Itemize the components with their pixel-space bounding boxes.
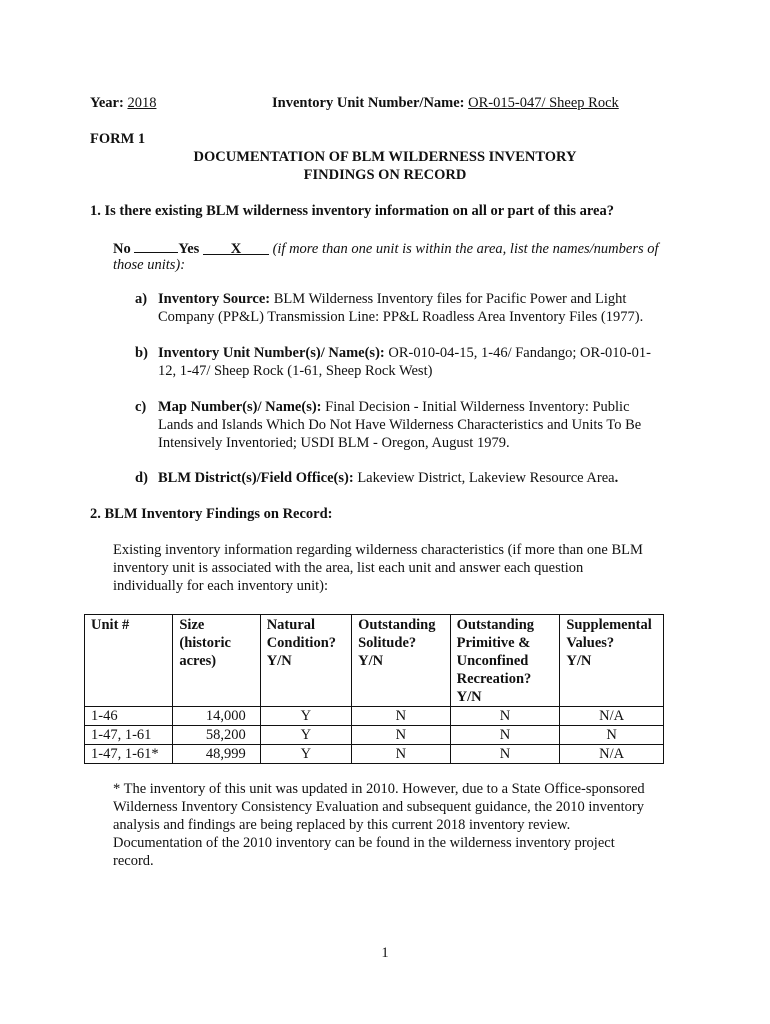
question-2: 2. BLM Inventory Findings on Record: [90, 506, 333, 522]
footnote-line3: analysis and findings are being replaced by this current 2018 inventory review. [113, 817, 571, 833]
col-header-unit: Unit # [85, 615, 173, 707]
cell-unit: 1-46 [85, 707, 173, 726]
item-c-label: c) [135, 399, 147, 415]
no-label: No [113, 241, 131, 257]
unit-names-text2: 12, 1-47/ Sheep Rock (1-61, Sheep Rock West) [158, 363, 433, 379]
question-2-intro-line2: inventory unit is associated with the area, list each unit and answer each question [113, 560, 584, 576]
cell-solitude: N [352, 726, 451, 745]
district-title: BLM District(s)/Field Office(s): [158, 470, 354, 486]
question-2-intro-line1: Existing inventory information regarding wilderness characteristics (if more than one BLM [113, 542, 643, 558]
map-names-text2: Lands and Islands Which Do Not Have Wilderness Characteristics and Units To Be [158, 417, 642, 433]
inventory-source-text2: Company (PP&L) Transmission Line: PP&L Roadless Area Inventory Files (1977). [158, 309, 644, 325]
cell-natural: Y [260, 707, 351, 726]
item-a-label: a) [135, 291, 148, 307]
col-header-recreation: Outstanding Primitive & Unconfined Recreation? Y/N [450, 615, 560, 707]
col-header-supplemental: Supplemental Values? Y/N [560, 615, 664, 707]
table-row [85, 726, 664, 745]
cell-recreation: N [450, 707, 560, 726]
no-blank [134, 238, 178, 253]
item-a [158, 290, 626, 308]
page-number: 1 [381, 945, 389, 961]
map-names-title: Map Number(s)/ Name(s): [158, 399, 322, 415]
year-value: 2018 [127, 95, 157, 111]
year-label: Year: [90, 95, 124, 111]
yes-label: Yes [178, 241, 200, 257]
cell-recreation: N [450, 745, 560, 764]
cell-recreation: N [450, 726, 560, 745]
inventory-unit-label: Inventory Unit Number/Name: [272, 95, 465, 111]
item-b [158, 344, 651, 362]
col-header-solitude: Outstanding Solitude? Y/N [352, 615, 451, 707]
map-names-text3: Intensively Inventoried; USDI BLM - Oregon, August 1979. [158, 435, 510, 451]
footnote-line2: Wilderness Inventory Consistency Evaluation and subsequent guidance, the 2010 inventory [113, 799, 644, 815]
item-d-label: d) [135, 470, 148, 486]
year-field [90, 94, 156, 112]
cell-size: 14,000 [173, 707, 260, 726]
answer-note-line1: (if more than one unit is within the area, list the names/numbers of [272, 241, 659, 257]
district-period: . [614, 470, 619, 486]
answer-note-line2: those units): [113, 257, 186, 273]
cell-supplemental: N/A [560, 707, 664, 726]
item-b-label: b) [135, 345, 148, 361]
footnote-line1: * The inventory of this unit was updated in 2010. However, due to a State Office-sponsored [113, 781, 645, 797]
footnote-line5: record. [113, 853, 154, 869]
table-row [85, 745, 664, 764]
yes-no-answer [113, 238, 659, 258]
district-text: Lakeview District, Lakeview Resource Area [357, 470, 615, 486]
cell-natural: Y [260, 745, 351, 764]
unit-names-text1: OR-010-04-15, 1-46/ Fandango; OR-010-01- [388, 345, 651, 361]
inventory-source-title: Inventory Source: [158, 291, 271, 307]
inventory-unit-field [272, 94, 619, 112]
cell-size: 48,999 [173, 745, 260, 764]
question-2-intro-line3: individually for each inventory unit): [113, 578, 329, 594]
cell-solitude: N [352, 707, 451, 726]
unit-names-title: Inventory Unit Number(s)/ Name(s): [158, 345, 385, 361]
cell-size: 58,200 [173, 726, 260, 745]
inventory-unit-value: OR-015-047/ Sheep Rock [468, 95, 619, 111]
findings-table [84, 614, 664, 764]
yes-mark: X [203, 240, 269, 255]
form-title-line1: DOCUMENTATION OF BLM WILDERNESS INVENTORY [193, 149, 577, 165]
item-c [158, 398, 630, 416]
table-row [85, 707, 664, 726]
inventory-source-text1: BLM Wilderness Inventory files for Pacific Power and Light [273, 291, 627, 307]
cell-supplemental: N/A [560, 745, 664, 764]
table-header-row [85, 615, 664, 707]
question-1: 1. Is there existing BLM wilderness inventory information on all or part of this area? [90, 203, 614, 219]
item-d [158, 469, 618, 487]
map-names-text1: Final Decision - Initial Wilderness Inventory: Public [325, 399, 630, 415]
form-title-line2: FINDINGS ON RECORD [303, 167, 467, 183]
form-label: FORM 1 [90, 131, 146, 147]
cell-supplemental: N [560, 726, 664, 745]
footnote-line4: Documentation of the 2010 inventory can be found in the wilderness inventory project [113, 835, 615, 851]
cell-solitude: N [352, 745, 451, 764]
cell-unit: 1-47, 1-61* [85, 745, 173, 764]
col-header-size: Size (historic acres) [173, 615, 260, 707]
cell-unit: 1-47, 1-61 [85, 726, 173, 745]
cell-natural: Y [260, 726, 351, 745]
col-header-natural: Natural Condition? Y/N [260, 615, 351, 707]
